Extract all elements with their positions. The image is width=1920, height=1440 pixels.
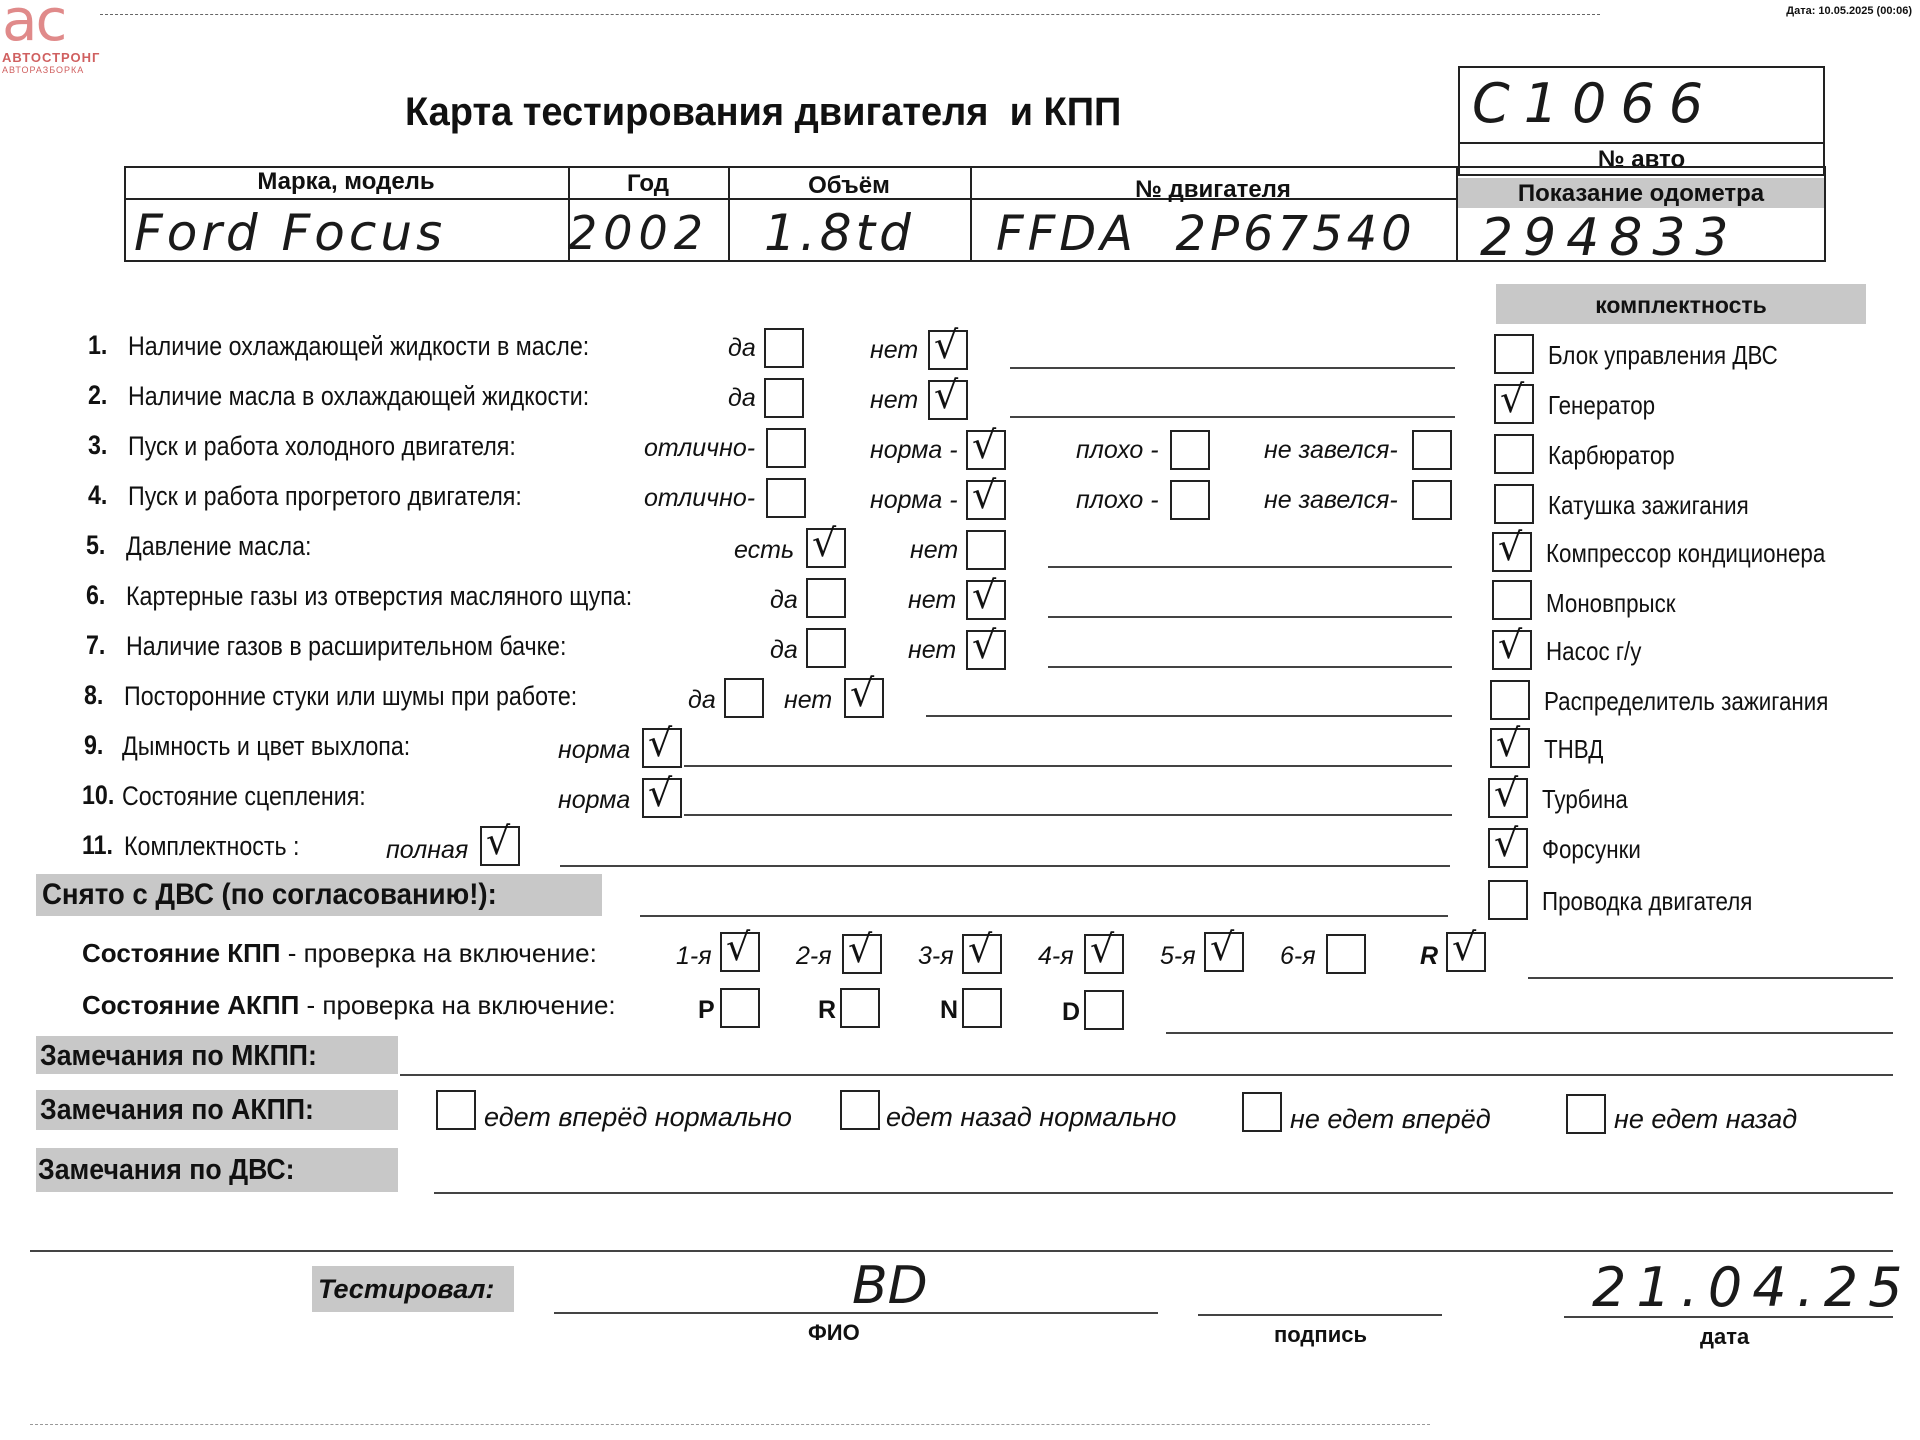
remarks-dvs-line bbox=[434, 1192, 1893, 1194]
option-label: нет bbox=[908, 636, 957, 664]
completeness-item-label: Проводка двигателя bbox=[1542, 886, 1753, 916]
tested-date-caption: дата bbox=[1700, 1324, 1750, 1349]
checkbox-q3-norma[interactable] bbox=[966, 423, 1006, 470]
checkbox-akpp-n[interactable] bbox=[962, 988, 1002, 1028]
check-mark-icon: √ bbox=[1494, 771, 1519, 815]
header-volume: Объём bbox=[808, 172, 890, 199]
gear-label: 6-я bbox=[1280, 942, 1316, 970]
check-mark-icon: √ bbox=[1498, 525, 1523, 569]
gear-label: 1-я bbox=[676, 942, 712, 970]
question-text: Состояние сцепления: bbox=[122, 781, 366, 811]
option-label: плохо - bbox=[1076, 486, 1159, 514]
value-make-model: Ford Focus bbox=[134, 204, 447, 262]
remarks-dvs-line-2 bbox=[30, 1250, 1893, 1252]
check-mark-icon: √ bbox=[972, 423, 997, 467]
checkbox-q5-est[interactable] bbox=[806, 521, 846, 568]
option-label: норма bbox=[558, 786, 631, 814]
checkbox-akpp-no-reverse[interactable] bbox=[1566, 1094, 1606, 1134]
checkbox-q3-ploho[interactable] bbox=[1170, 430, 1210, 470]
checkbox-ecu[interactable] bbox=[1494, 334, 1534, 374]
checkbox-mono-injection[interactable] bbox=[1492, 580, 1532, 620]
option-label: не завелся- bbox=[1264, 436, 1398, 464]
akpp-label-rest: - проверка на включение: bbox=[299, 990, 616, 1020]
check-mark-icon: √ bbox=[486, 819, 511, 863]
question-number: 2. bbox=[88, 380, 108, 410]
checkbox-akpp-r[interactable] bbox=[840, 988, 880, 1028]
checkbox-q9-norma[interactable] bbox=[642, 721, 682, 768]
question-number: 8. bbox=[84, 680, 104, 710]
tested-signature-caption: подпись bbox=[1274, 1322, 1367, 1347]
option-label: норма bbox=[558, 736, 631, 764]
print-date: Дата: 10.05.2025 (00:06) bbox=[1786, 5, 1912, 17]
kpp-label-rest: - проверка на включение: bbox=[280, 938, 597, 968]
option-label: нет bbox=[910, 536, 959, 564]
checkbox-q5-net[interactable] bbox=[966, 530, 1006, 570]
kpp-line bbox=[1528, 977, 1893, 979]
checkbox-q4-norma[interactable] bbox=[966, 473, 1006, 520]
gear-label: 5-я bbox=[1160, 942, 1196, 970]
header-make-model: Марка, модель bbox=[257, 168, 435, 195]
check-mark-icon: √ bbox=[972, 573, 997, 617]
checkbox-q6-net[interactable] bbox=[966, 573, 1006, 620]
removed-line bbox=[640, 915, 1448, 917]
header-year: Год bbox=[627, 170, 669, 197]
option-label: да bbox=[770, 586, 798, 614]
logo bbox=[0, 0, 110, 80]
completeness-item-label: Генератор bbox=[1548, 390, 1656, 420]
gear-label: 2-я bbox=[796, 942, 832, 970]
completeness-item-label: Карбюратор bbox=[1548, 440, 1675, 470]
check-mark-icon: √ bbox=[850, 671, 875, 715]
option-label: отлично- bbox=[644, 434, 756, 462]
checkbox-injectors[interactable] bbox=[1488, 821, 1528, 868]
checkbox-injection-pump[interactable] bbox=[1490, 721, 1530, 768]
checkbox-q3-otlichno[interactable] bbox=[766, 428, 806, 468]
tested-signature-line bbox=[1198, 1314, 1442, 1316]
checkbox-ignition-distributor[interactable] bbox=[1490, 680, 1530, 720]
question-text: Наличие газов в расширительном бачке: bbox=[126, 631, 567, 661]
checkbox-gear-6[interactable] bbox=[1326, 934, 1366, 974]
checkbox-q7-da[interactable] bbox=[806, 628, 846, 668]
question-number: 7. bbox=[86, 630, 106, 660]
gear-label: R bbox=[1420, 942, 1439, 970]
car-number-label: № авто bbox=[1597, 146, 1686, 173]
tested-name-caption: ФИО bbox=[808, 1320, 860, 1345]
akpp-remark-label: не едет назад bbox=[1614, 1104, 1798, 1134]
check-mark-icon: √ bbox=[934, 323, 959, 367]
checkbox-q11-polnaya[interactable] bbox=[480, 819, 520, 866]
akpp-remark-label: едет назад нормально bbox=[886, 1102, 1177, 1132]
checkbox-akpp-no-forward[interactable] bbox=[1242, 1092, 1282, 1132]
question-number: 4. bbox=[88, 480, 108, 510]
checkbox-generator[interactable] bbox=[1494, 377, 1534, 424]
checkbox-q6-da[interactable] bbox=[806, 578, 846, 618]
option-label: нет bbox=[870, 386, 919, 414]
question-text: Наличие охлаждающей жидкости в масле: bbox=[128, 331, 590, 361]
answer-line bbox=[926, 715, 1452, 717]
completeness-header-label: комплектность bbox=[1595, 292, 1767, 318]
checkbox-gear-4[interactable] bbox=[1084, 927, 1124, 974]
car-number-divider bbox=[1458, 142, 1825, 144]
option-label: да bbox=[728, 334, 756, 362]
akpp-gear-label: P bbox=[698, 996, 715, 1024]
checkbox-carburetor[interactable] bbox=[1494, 434, 1534, 474]
bottom-edge-line bbox=[30, 1424, 1430, 1425]
answer-line bbox=[1010, 416, 1455, 418]
akpp-label bbox=[82, 990, 616, 1021]
checkbox-ignition-coil[interactable] bbox=[1494, 484, 1534, 524]
answer-line bbox=[1010, 367, 1455, 369]
check-mark-icon: √ bbox=[648, 721, 673, 765]
option-label: нет bbox=[784, 686, 833, 714]
checkbox-q4-ne-zavelsya[interactable] bbox=[1412, 480, 1452, 520]
answer-line bbox=[684, 765, 1452, 767]
question-text: Пуск и работа прогретого двигателя: bbox=[128, 481, 522, 511]
akpp-gear-label: R bbox=[818, 996, 837, 1024]
check-mark-icon: √ bbox=[648, 771, 673, 815]
completeness-item-label: Форсунки bbox=[1542, 834, 1641, 864]
tested-date-line bbox=[1564, 1316, 1893, 1318]
question-text: Пуск и работа холодного двигателя: bbox=[128, 431, 516, 461]
checkbox-q7-net[interactable] bbox=[966, 623, 1006, 670]
checkbox-q2-net[interactable] bbox=[928, 373, 968, 420]
checkbox-q8-da[interactable] bbox=[724, 678, 764, 718]
option-label: да bbox=[728, 384, 756, 412]
question-text: Дымность и цвет выхлопа: bbox=[122, 731, 411, 761]
check-mark-icon: √ bbox=[812, 521, 837, 565]
option-label: не завелся- bbox=[1264, 486, 1398, 514]
checkbox-gear-2[interactable] bbox=[842, 927, 882, 974]
checkbox-q1-da[interactable] bbox=[764, 328, 804, 368]
logo-mark: ac bbox=[2, 0, 66, 54]
checkbox-q1-net[interactable] bbox=[928, 323, 968, 370]
checkbox-gear-1[interactable] bbox=[720, 925, 760, 972]
remarks-mkpp-line bbox=[400, 1074, 1893, 1076]
answer-line bbox=[1048, 616, 1452, 618]
checkbox-engine-wiring[interactable] bbox=[1488, 880, 1528, 920]
checkbox-akpp-forward-ok[interactable] bbox=[436, 1090, 476, 1130]
option-label: нет bbox=[870, 336, 919, 364]
checkbox-power-steering-pump[interactable] bbox=[1492, 623, 1532, 670]
answer-line bbox=[684, 814, 1452, 816]
check-mark-icon: √ bbox=[1452, 925, 1477, 969]
logo-subtitle: АВТОРАЗБОРКА bbox=[2, 65, 85, 75]
check-mark-icon: √ bbox=[848, 927, 873, 971]
check-mark-icon: √ bbox=[1500, 377, 1525, 421]
checkbox-akpp-reverse-ok[interactable] bbox=[840, 1090, 880, 1130]
completeness-item-label: Распределитель зажигания bbox=[1544, 686, 1829, 716]
akpp-label-bold: Состояние АКПП bbox=[82, 990, 300, 1020]
completeness-item-label: Турбина bbox=[1542, 784, 1628, 814]
question-text: Наличие масла в охлаждающей жидкости: bbox=[128, 381, 590, 411]
tested-name-value: BD bbox=[852, 1256, 928, 1316]
option-label: норма - bbox=[870, 436, 958, 464]
remarks-mkpp-label: Замечания по МКПП: bbox=[40, 1040, 317, 1072]
checkbox-ac-compressor[interactable] bbox=[1492, 525, 1532, 572]
top-edge-line bbox=[100, 14, 1600, 15]
akpp-remark-label: едет вперёд нормально bbox=[484, 1102, 792, 1132]
checkbox-q10-norma[interactable] bbox=[642, 771, 682, 818]
question-text: Посторонние стуки или шумы при работе: bbox=[124, 681, 578, 711]
option-label: отлично- bbox=[644, 484, 756, 512]
car-number-value: C1066 bbox=[1472, 72, 1718, 135]
check-mark-icon: √ bbox=[1494, 821, 1519, 865]
check-mark-icon: √ bbox=[968, 927, 993, 971]
akpp-line bbox=[1166, 1032, 1893, 1034]
check-mark-icon: √ bbox=[1210, 925, 1235, 969]
checkbox-q2-da[interactable] bbox=[764, 378, 804, 418]
logo-brand: АВТОСТРОНГ bbox=[2, 50, 101, 65]
option-label: норма - bbox=[870, 486, 958, 514]
checkbox-q8-net[interactable] bbox=[844, 671, 884, 718]
header-odometer: Показание одометра bbox=[1517, 180, 1765, 207]
checkbox-akpp-p[interactable] bbox=[720, 988, 760, 1028]
completeness-item-label: ТНВД bbox=[1544, 734, 1604, 764]
check-mark-icon: √ bbox=[726, 925, 751, 969]
checkbox-q4-otlichno[interactable] bbox=[766, 478, 806, 518]
completeness-item-label: Компрессор кондиционера bbox=[1546, 538, 1826, 568]
question-number: 3. bbox=[88, 430, 108, 460]
question-text: Давление масла: bbox=[126, 531, 312, 561]
option-label: да bbox=[770, 636, 798, 664]
kpp-label-bold: Состояние КПП bbox=[82, 938, 281, 968]
value-odometer: 294833 bbox=[1480, 208, 1739, 268]
answer-line bbox=[1048, 666, 1452, 668]
check-mark-icon: √ bbox=[934, 373, 959, 417]
question-number: 5. bbox=[86, 530, 106, 560]
page-title: Карта тестирования двигателя и КПП bbox=[405, 90, 1122, 134]
option-label: плохо - bbox=[1076, 436, 1159, 464]
question-text: Картерные газы из отверстия масляного щупа: bbox=[126, 581, 633, 611]
question-number: 6. bbox=[86, 580, 106, 610]
completeness-item-label: Блок управления ДВС bbox=[1548, 340, 1778, 370]
question-number: 9. bbox=[84, 730, 104, 760]
check-mark-icon: √ bbox=[1496, 721, 1521, 765]
completeness-item-label: Насос г/у bbox=[1546, 636, 1642, 666]
akpp-gear-label: N bbox=[940, 996, 959, 1024]
question-number: 10. bbox=[82, 780, 115, 810]
question-text: Комплектность : bbox=[124, 831, 300, 861]
question-number: 11. bbox=[82, 830, 114, 860]
header-engine-number: № двигателя bbox=[1135, 176, 1291, 203]
checkbox-gear-r[interactable] bbox=[1446, 925, 1486, 972]
completeness-item-label: Катушка зажигания bbox=[1548, 490, 1749, 520]
check-mark-icon: √ bbox=[1498, 623, 1523, 667]
kpp-label bbox=[82, 938, 597, 969]
value-volume: 1.8td bbox=[764, 204, 915, 262]
tested-label: Тестировал: bbox=[318, 1274, 495, 1304]
completeness-item-label: Моновпрыск bbox=[1546, 588, 1676, 618]
remarks-dvs-label: Замечания по ДВС: bbox=[38, 1154, 295, 1186]
option-label: нет bbox=[908, 586, 957, 614]
check-mark-icon: √ bbox=[972, 473, 997, 517]
check-mark-icon: √ bbox=[1090, 927, 1115, 971]
checkbox-q3-ne-zavelsya[interactable] bbox=[1412, 430, 1452, 470]
question-number: 1. bbox=[88, 330, 108, 360]
option-label: да bbox=[688, 686, 716, 714]
gear-label: 3-я bbox=[918, 942, 954, 970]
answer-line bbox=[1048, 566, 1452, 568]
answer-line bbox=[560, 865, 1450, 867]
checkbox-q4-ploho[interactable] bbox=[1170, 480, 1210, 520]
value-year: 2002 bbox=[568, 206, 710, 260]
gear-label: 4-я bbox=[1038, 942, 1074, 970]
akpp-remark-label: не едет вперёд bbox=[1290, 1104, 1491, 1134]
checkbox-gear-3[interactable] bbox=[962, 927, 1002, 974]
checkbox-gear-5[interactable] bbox=[1204, 925, 1244, 972]
remarks-akpp-label: Замечания по АКПП: bbox=[40, 1094, 314, 1126]
checkbox-akpp-d[interactable] bbox=[1084, 990, 1124, 1030]
tested-date-value: 21.04.25 bbox=[1592, 1256, 1913, 1319]
checkbox-turbine[interactable] bbox=[1488, 771, 1528, 818]
option-label: есть bbox=[734, 536, 795, 564]
value-engine-number: FFDA 2P67540 bbox=[996, 206, 1416, 262]
akpp-gear-label: D bbox=[1062, 998, 1081, 1026]
removed-label: Снято с ДВС (по согласованию!): bbox=[42, 878, 497, 911]
check-mark-icon: √ bbox=[972, 623, 997, 667]
option-label: полная bbox=[386, 836, 469, 864]
tested-name-line bbox=[554, 1312, 1158, 1314]
